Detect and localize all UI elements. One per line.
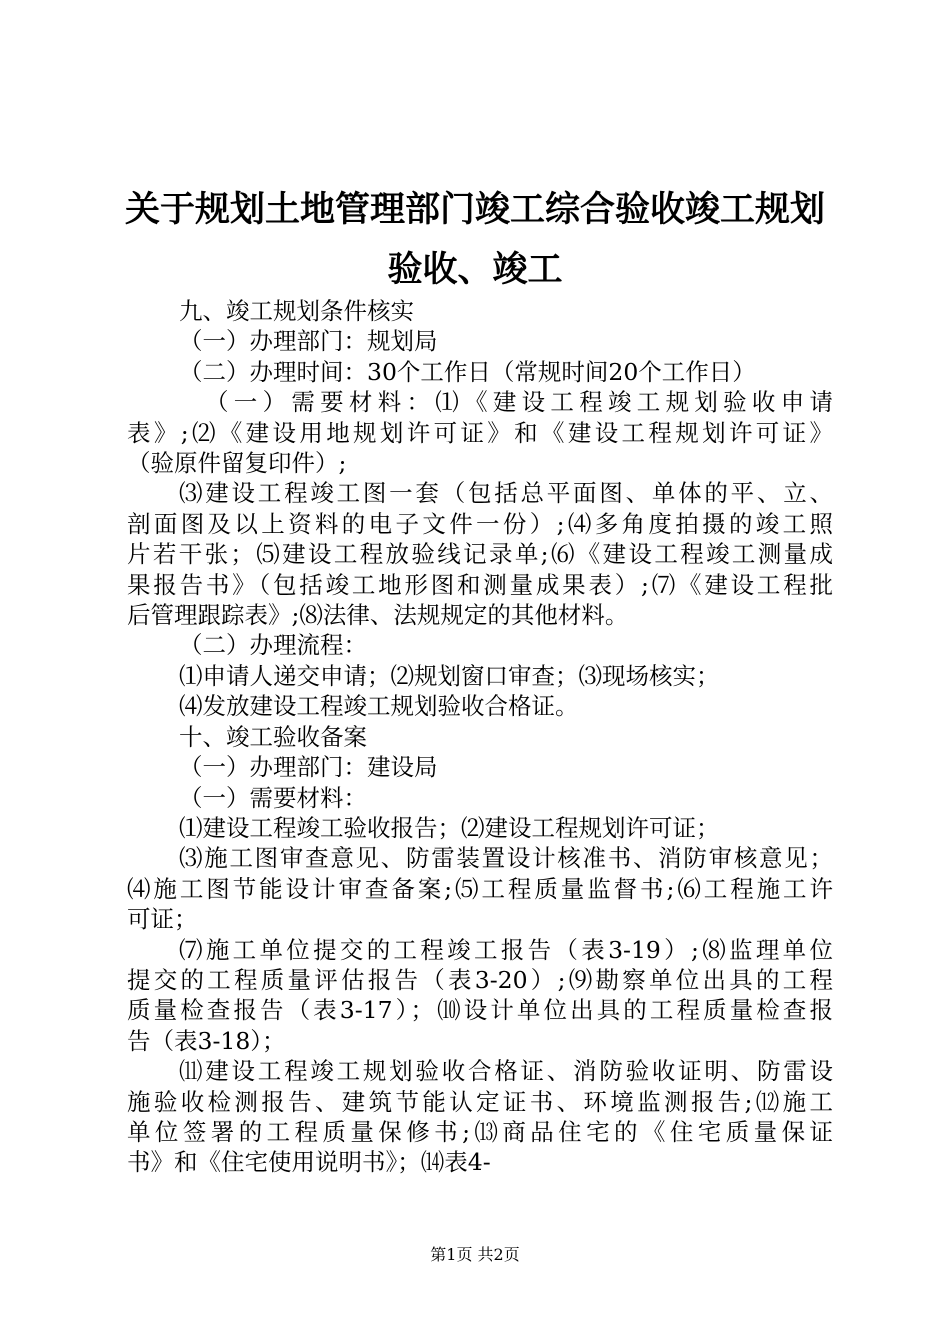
paragraph-line: ⑷施工图节能设计审查备案;⑸工程质量监督书;⑹工程施工许 — [127, 874, 833, 903]
paragraph-line: （验原件留复印件）; — [127, 449, 347, 478]
paragraph-line: ⑶建设工程竣工图一套（包括总平面图、单体的平、立、 — [179, 479, 833, 508]
paragraph-line: （二）办理流程： — [179, 631, 367, 660]
paragraph-line: ⑴建设工程竣工验收报告；⑵建设工程规划许可证； — [179, 813, 720, 842]
page-footer: 第1页 共2页 — [430, 1245, 520, 1264]
paragraph-line: 后管理跟踪表》;⑻法律、法规规定的其他材料。 — [127, 601, 629, 630]
paragraph-line: 可证； — [127, 905, 198, 934]
section-heading: 九、竣工规划条件核实 — [179, 297, 414, 325]
paragraph-line: 告（表3-18）； — [127, 1026, 286, 1055]
document-body — [127, 296, 833, 1178]
paragraph-line: （一）办理部门：规划局 — [179, 327, 438, 356]
document-title-line-1: 关于规划土地管理部门竣工综合验收竣工规划 — [124, 189, 825, 230]
paragraph-line: ⑾建设工程竣工规划验收合格证、消防验收证明、防雷设 — [179, 1057, 833, 1086]
paragraph-line: ⑴申请人递交申请；⑵规划窗口审查；⑶现场核实； — [179, 661, 720, 690]
paragraph-line: 单位签署的工程质量保修书;⒀商品住宅的《住宅质量保证 — [127, 1117, 833, 1146]
paragraph-line: （一）需要材料：⑴《建设工程竣工规划验收申请 — [205, 388, 833, 417]
paragraph-line: 表》;⑵《建设用地规划许可证》和《建设工程规划许可证》 — [127, 418, 833, 447]
section-heading: 十、竣工验收备案 — [179, 722, 367, 751]
paragraph-line: 剖面图及以上资料的电子文件一份）;⑷多角度拍摄的竣工照 — [127, 509, 833, 538]
paragraph-line: ⑺施工单位提交的工程竣工报告（表3-19）;⑻监理单位 — [179, 935, 833, 964]
paragraph-line: ⑷发放建设工程竣工规划验收合格证。 — [179, 692, 579, 721]
paragraph-line: （二）办理时间：30个工作日（常规时间20个工作日） — [179, 357, 756, 386]
paragraph-line: 片若干张；⑸建设工程放验线记录单;⑹《建设工程竣工测量成 — [127, 540, 833, 569]
paragraph-line: （一）办理部门：建设局 — [179, 753, 438, 782]
paragraph-line: 施验收检测报告、建筑节能认定证书、环境监测报告;⑿施工 — [127, 1087, 833, 1116]
paragraph-line: 提交的工程质量评估报告（表3-20）;⑼勘察单位出具的工程 — [127, 965, 833, 994]
paragraph-line: ⑶施工图审查意见、防雷装置设计核准书、消防审核意见； — [179, 844, 833, 873]
document-title-line-2: 验收、竣工 — [387, 249, 563, 290]
paragraph-line: 书》和《住宅使用说明书》；⒁表4- — [127, 1148, 491, 1177]
paragraph-line: 质量检查报告（表3-17）；⑽设计单位出具的工程质量检查报 — [127, 996, 833, 1025]
paragraph-line: （一）需要材料： — [179, 783, 367, 812]
paragraph-line: 果报告书》（包括竣工地形图和测量成果表）;⑺《建设工程批 — [127, 570, 833, 599]
